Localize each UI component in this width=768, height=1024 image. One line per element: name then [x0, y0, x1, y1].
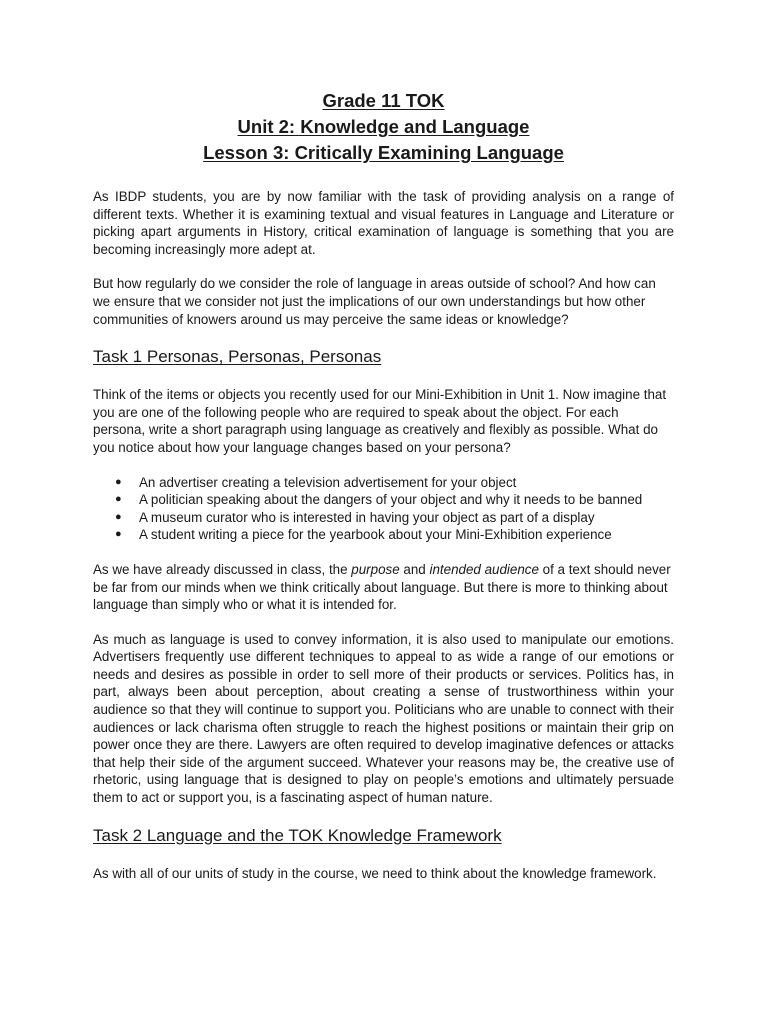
- intro-paragraph-2: But how regularly do we consider the role of language in areas outside of school? And how can we ensure that we consider not just the implications of our own understandings but how other communities of knowers around us may perceive the same ideas or knowledge?: [93, 276, 656, 327]
- text-run: of a text should never be far from our minds when we think critically about language. But there is more to thinking about language than simply who or what it is intended for.: [93, 561, 671, 613]
- text-run: and: [399, 561, 430, 577]
- bullet-icon: ●: [115, 475, 122, 488]
- task1-heading: Task 1 Personas, Personas, Personas: [93, 347, 382, 367]
- list-item: [115, 509, 674, 527]
- list-item-text: A politician speaking about the dangers of your object and why it needs to be banned: [139, 492, 643, 508]
- list-item: [115, 474, 674, 492]
- purpose-audience-paragraph: [93, 561, 674, 614]
- intro-paragraph-1: As IBDP students, you are by now familiar with the task of providing analysis on a range of different texts. Whether it is examining textual and visual features in Language and Literature or picking apart arguments in History, critical examination of language is something that you are becoming increasingly more adept at.: [93, 189, 674, 257]
- list-item-text: A museum curator who is interested in having your object as part of a display: [139, 509, 595, 525]
- persona-list: [93, 474, 674, 544]
- task2-heading: Task 2 Language and the TOK Knowledge Framework: [93, 825, 502, 845]
- lesson-title: Lesson 3: Critically Examining Language: [203, 142, 564, 163]
- document-title-block: [93, 88, 674, 166]
- task2-paragraph: As with all of our units of study in the course, we need to think about the knowledge framework.: [93, 865, 657, 881]
- emphasis-intended-audience: intended audience: [429, 561, 539, 577]
- list-item: [115, 491, 674, 509]
- grade-title: Grade 11 TOK: [322, 90, 445, 111]
- bullet-icon: ●: [115, 510, 122, 523]
- unit-title: Unit 2: Knowledge and Language: [237, 116, 530, 137]
- emphasis-purpose: purpose: [351, 561, 400, 577]
- rhetoric-paragraph: As much as language is used to convey information, it is also used to manipulate our emotions. Advertisers frequently use different techniques to appeal to as wide a range of our emotions or needs and desires as possible in order to sell more of their products or services. Politics has, in part, always been about perception, about creating a sense of trustworthiness within your audience so that they will continue to support you. Politicians who are unable to connect with their audiences or lack charisma often struggle to reach the highest positions or maintain their grip on power once they are there. Lawyers are often required to develop imaginative defences or attacks that help their side of the argument succeed. Whatever your reasons may be, the creative use of rhetoric, using language that is designed to play on people’s emotions and ultimately persuade them to act or support you, is a fascinating aspect of human nature.: [93, 631, 674, 806]
- task1-instructions: Think of the items or objects you recently used for our Mini-Exhibition in Unit 1. Now imagine that you are one of the following people who are required to speak about the object. For each persona, write a short paragraph using language as creatively and flexibly as possible. What do you notice about how your language changes based on your persona?: [93, 387, 667, 455]
- bullet-icon: ●: [115, 528, 122, 541]
- bullet-icon: ●: [115, 493, 122, 506]
- text-run: As we have already discussed in class, the: [93, 561, 352, 577]
- list-item-text: An advertiser creating a television advertisement for your object: [139, 474, 517, 490]
- list-item-text: A student writing a piece for the yearbook about your Mini-Exhibition experience: [139, 527, 612, 543]
- list-item: [115, 526, 674, 544]
